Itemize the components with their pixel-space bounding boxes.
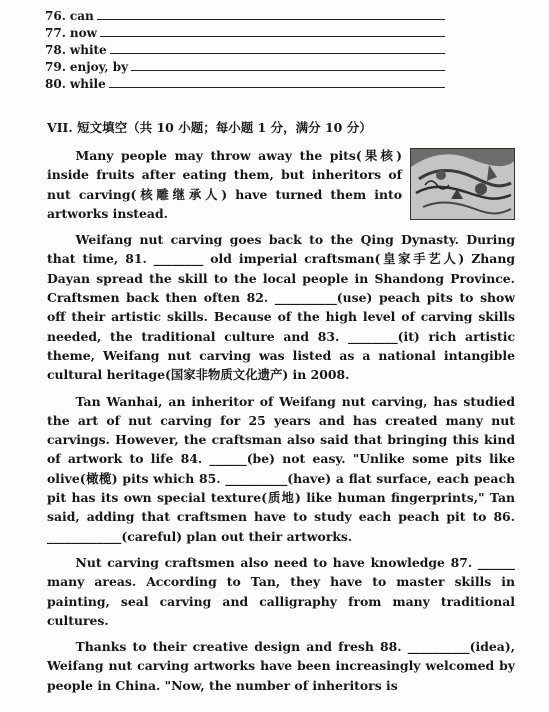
- answer-line-77: [45, 23, 445, 40]
- question-number: 77.: [45, 26, 66, 40]
- nut-carving-photo: [410, 148, 515, 220]
- paragraph-2: Weifang nut carving goes back to the Qing Dynasty. During that time, 81. ________ old imperial craftsman(皇家手艺人) Zhang Dayan spread the skill to the local people in Shandong Province. Craftsmen back then often 82. __________(use) peach pits to show off their artistic skills. Because of the high level of carving skills needed, the traditional culture and 83. ________(it) rich artistic theme, Weifang nut carving was listed as a national intangible cultural heritage(国家非物质文化遗产) in 2008.: [47, 232, 515, 383]
- question-number: 76.: [45, 9, 66, 23]
- blank-line: [109, 87, 445, 88]
- blank-line: [131, 70, 445, 71]
- blank-line: [97, 19, 445, 20]
- answer-line-76: [45, 6, 445, 23]
- blank-line: [110, 53, 445, 54]
- answer-word: while: [69, 77, 106, 91]
- question-number: 79.: [45, 60, 66, 74]
- answer-word: enjoy, by: [69, 60, 129, 74]
- answer-line-78: [45, 40, 445, 57]
- paragraph-3: Tan Wanhai, an inheritor of Weifang nut carving, has studied the art of nut carving for 25 years and has created many nut carvings. However, the craftsman also said that bringing this kind of artwork to life 84. ______(be) not easy. "Unlike some pits like olive(橄榄) pits which 85. __________(have) a flat surface, each peach pit has its own special texture(质地) like human fingerprints," Tan said, adding that craftsmen have to study each peach pit to 86. ____________(careful) plan out their artworks.: [47, 393, 515, 544]
- nut-carving-image: [411, 149, 514, 219]
- answer-word: now: [69, 26, 97, 40]
- paragraph-5: Thanks to their creative design and fresh 88. __________(idea), Weifang nut carving artworks have been increasingly welcomed by people in China. "Now, the number of inheritors is: [47, 639, 515, 693]
- answer-lines: [45, 6, 445, 91]
- paragraph-4: Nut carving craftsmen also need to have knowledge 87. ______ many areas. According to Tan, they have to master skills in painting, seal carving and calligraphy from many traditional cultures.: [47, 554, 515, 628]
- question-number: 78.: [45, 43, 66, 57]
- answer-line-79: [45, 57, 445, 74]
- answer-word: white: [69, 43, 107, 57]
- passage: [47, 146, 515, 702]
- blank-line: [100, 36, 445, 37]
- answer-line-80: [45, 74, 445, 91]
- paragraph-1: Many people may throw away the pits(果核) inside fruits after eating them, but inheritors of nut carving(核雕继承人) have turned them into artworks instead.: [47, 148, 402, 221]
- section-title: VII. 短文填空（共 10 小题；每小题 1 分，满分 10 分）: [47, 120, 372, 135]
- answer-word: can: [69, 9, 94, 23]
- question-number: 80.: [45, 77, 66, 91]
